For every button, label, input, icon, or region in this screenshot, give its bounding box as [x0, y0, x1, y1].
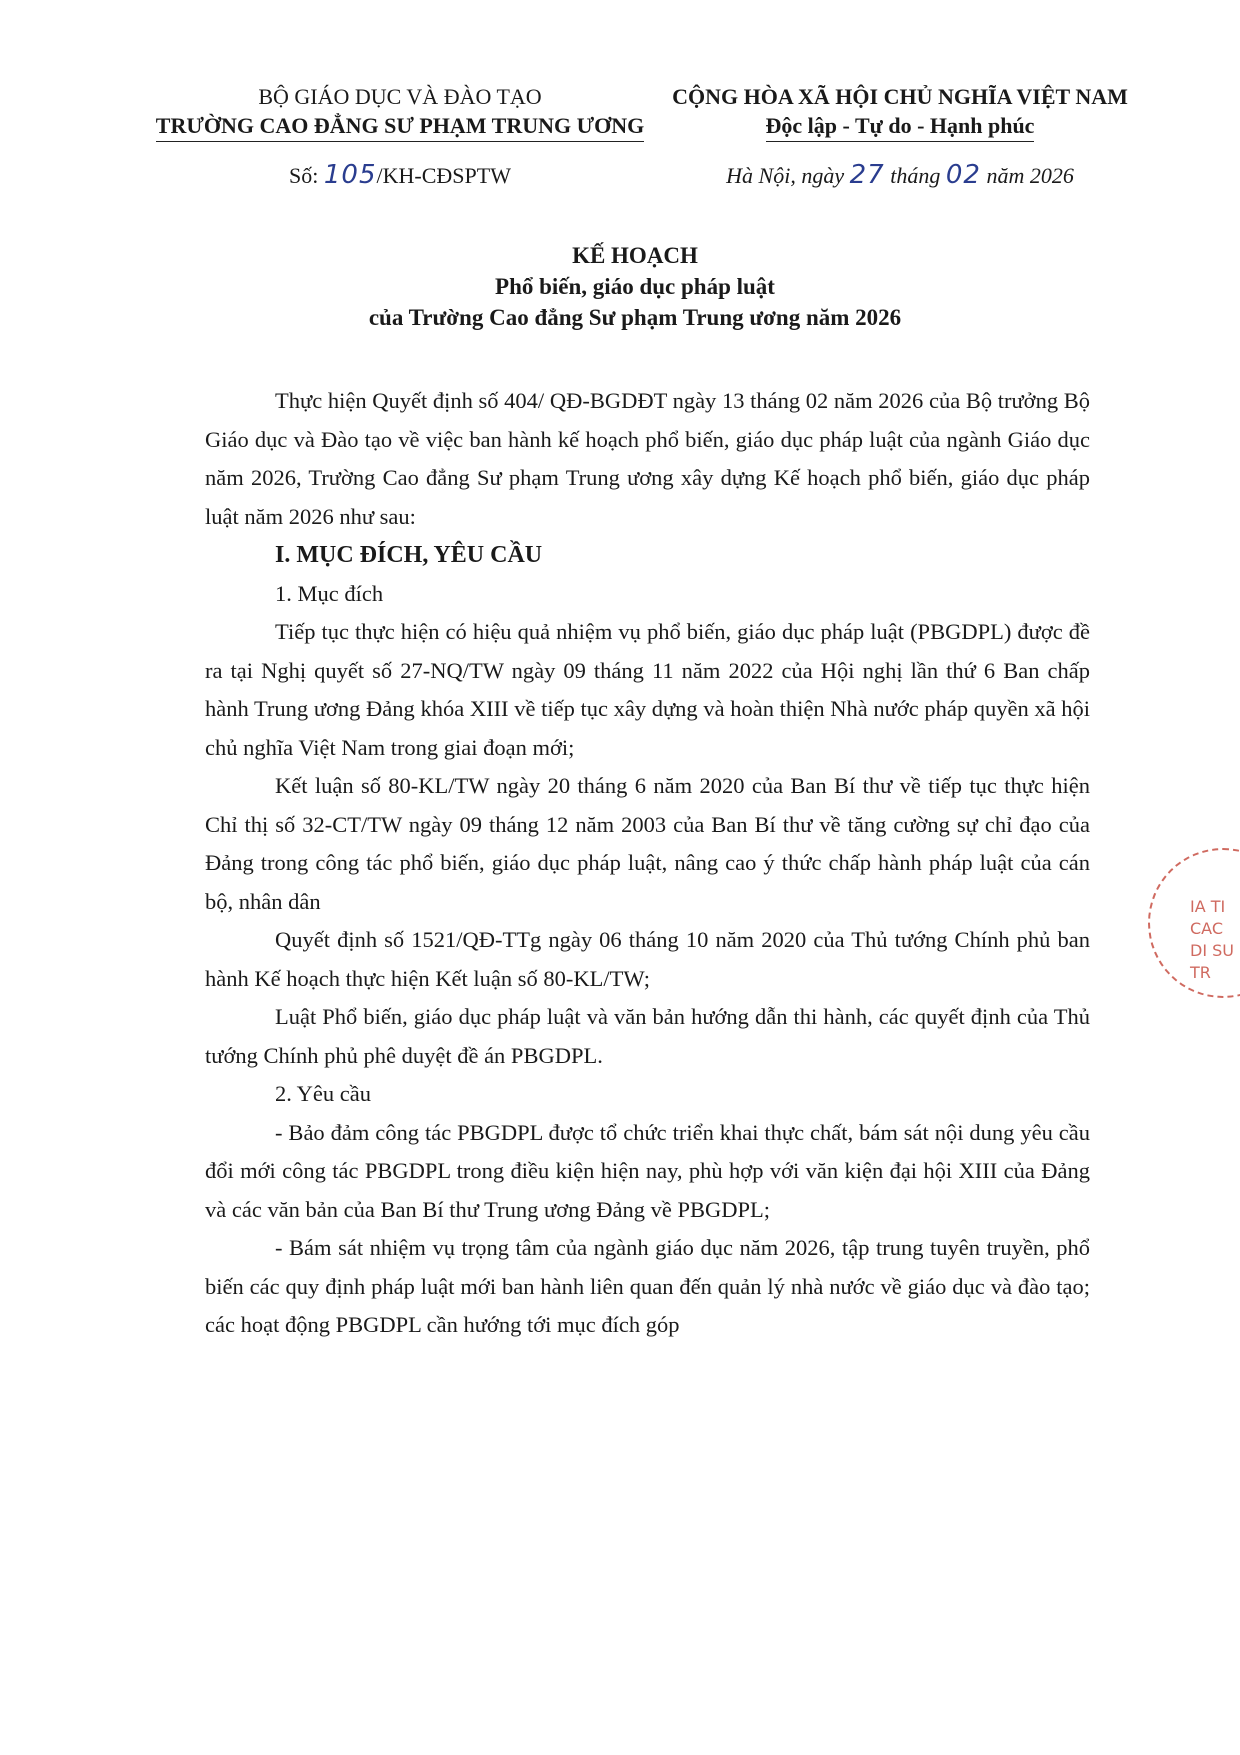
body-paragraph: Tiếp tục thực hiện có hiệu quả nhiệm vụ phổ biến, giáo dục pháp luật (PBGDPL) được đề ra tại Nghị quyết số 27-NQ/TW ngày 09 tháng 11 năm 2022 của Hội nghị lần thứ 6 Ban chấp hành Trung ương Đảng khóa XIII về tiếp tục xây dựng và hoàn thiện Nhà nước pháp quyền xã hội chủ nghĩa Việt Nam trong giai đoạn mới;: [205, 619, 1090, 760]
body-paragraph: Quyết định số 1521/QĐ-TTg ngày 06 tháng 10 năm 2020 của Thủ tướng Chính phủ ban hành Kế hoạch thực hiện Kết luận số 80-KL/TW;: [205, 927, 1090, 991]
ministry-name: BỘ GIÁO DỤC VÀ ĐÀO TẠO: [258, 84, 542, 109]
handwritten-day: 27: [849, 160, 885, 190]
body-paragraph: - Bảo đảm công tác PBGDPL được tổ chức triển khai thực chất, bám sát nội dung yêu cầu đổi mới công tác PBGDPL trong điều kiện hiện nay, phù hợp với văn kiện đại hội XIII của Đảng và các văn bản của Ban Bí thư Trung ương Đảng về PBGDPL;: [205, 1119, 1090, 1222]
subsection-heading-purpose: 1. Mục đích: [275, 580, 384, 606]
body-paragraph: Luật Phổ biến, giáo dục pháp luật và văn bản hướng dẫn thi hành, các quyết định của Thủ tướng Chính phủ phê duyệt đề án PBGDPL.: [205, 1004, 1090, 1068]
official-seal: [1148, 848, 1240, 998]
title-line-2: Phổ biến, giáo dục pháp luật: [495, 274, 775, 299]
document-date: Hà Nội, ngày 27 tháng 02 năm 2026: [726, 160, 1074, 190]
subsection-heading-requirements: 2. Yêu cầu: [275, 1081, 371, 1106]
document-type: KẾ HOẠCH: [572, 243, 698, 268]
document-number: Số: 105/KH-CĐSPTW: [289, 160, 511, 190]
title-line-3: của Trường Cao đẳng Sư phạm Trung ương năm 2026: [368, 305, 902, 330]
school-name: TRƯỜNG CAO ĐẲNG SƯ PHẠM TRUNG ƯƠNG: [156, 111, 644, 142]
document-title: [140, 240, 1130, 333]
national-motto: Độc lập - Tự do - Hạnh phúc: [766, 111, 1035, 142]
section-heading: I. MỤC ĐÍCH, YÊU CẦU: [275, 542, 543, 568]
intro-paragraph: Thực hiện Quyết định số 404/ QĐ-BGDĐT ngày 13 tháng 02 năm 2026 của Bộ trưởng Bộ Giáo dục và Đào tạo về việc ban hành kế hoạch phổ biến, giáo dục pháp luật của ngành Giáo dục năm 2026, Trường Cao đẳng Sư phạm Trung ương xây dựng Kế hoạch phổ biến, giáo dục pháp luật năm 2026 như sau:: [205, 388, 1090, 529]
handwritten-number: 105: [323, 160, 377, 190]
national-header: [670, 82, 1130, 142]
national-name: CỘNG HÒA XÃ HỘI CHỦ NGHĨA VIỆT NAM: [672, 84, 1128, 109]
body-paragraph: - Bám sát nhiệm vụ trọng tâm của ngành giáo dục năm 2026, tập trung tuyên truyền, phổ biến các quy định pháp luật mới ban hành liên quan đến quản lý nhà nước về giáo dục và đào tạo; các hoạt động PBGDPL cần hướng tới mục đích góp: [205, 1235, 1090, 1337]
document-body: [205, 382, 1090, 1345]
seal-text: IA TI CAC DI SU TR: [1190, 897, 1234, 982]
issuing-agency-header: [140, 82, 660, 142]
handwritten-month: 02: [945, 160, 981, 190]
body-paragraph: Kết luận số 80-KL/TW ngày 20 tháng 6 năm 2020 của Ban Bí thư về tiếp tục thực hiện Chỉ thị số 32-CT/TW ngày 09 tháng 12 năm 2003 của Ban Bí thư về tăng cường sự chỉ đạo của Đảng trong công tác phổ biến, giáo dục pháp luật, nâng cao ý thức chấp hành pháp luật của cán bộ, nhân dân: [205, 773, 1090, 914]
